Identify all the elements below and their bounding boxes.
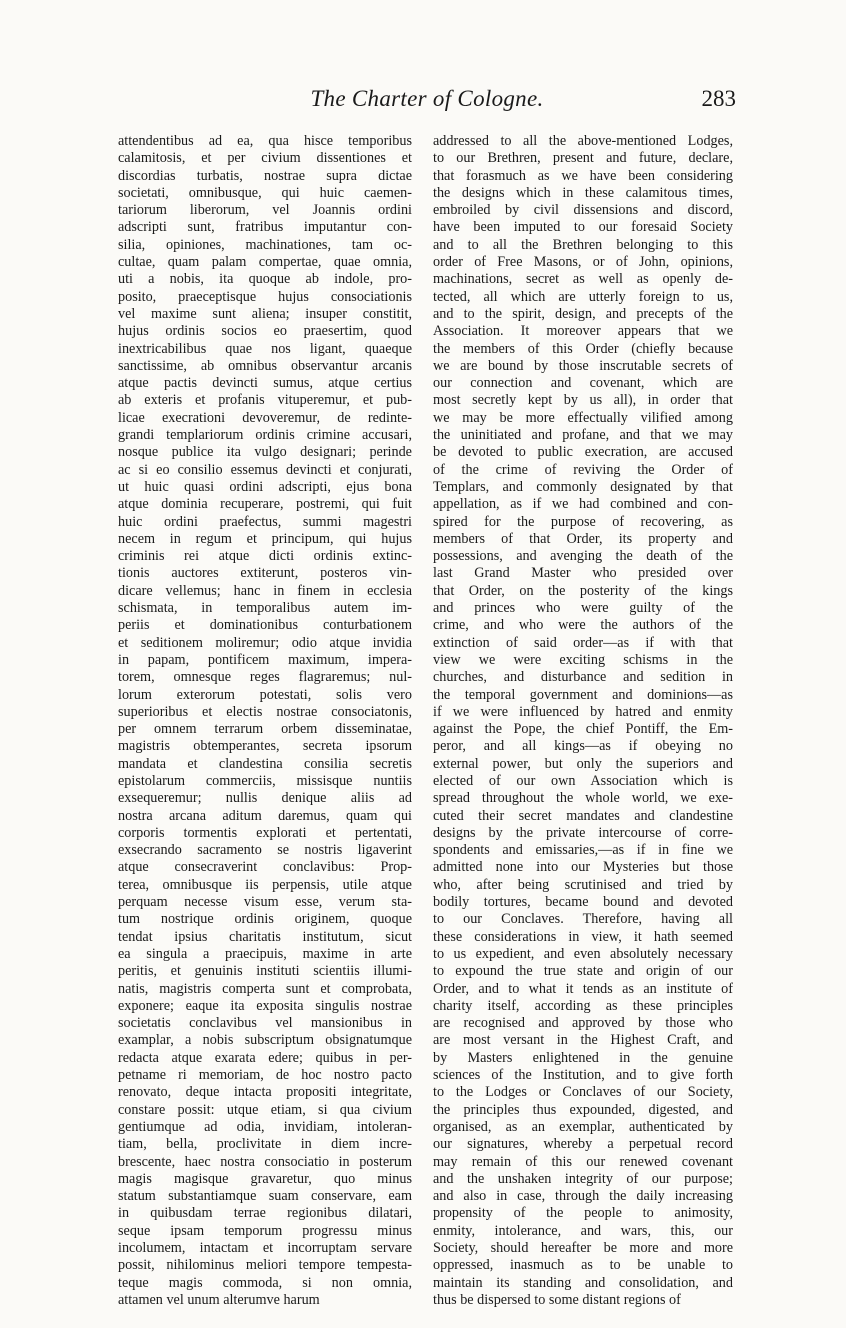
- text-line: uti a nobis, ita quoque ab indole, pro-: [118, 271, 412, 288]
- text-line: possessions, and avenging the death of the: [433, 548, 733, 565]
- text-line: spread throughout the whole world, we exe-: [433, 790, 733, 807]
- text-line: and also in case, through the daily increasing: [433, 1188, 733, 1205]
- text-line: charity itself, according as these principles: [433, 997, 733, 1014]
- text-line: redacta atque exarata edere; quibus in per-: [118, 1049, 412, 1066]
- page-header: [118, 86, 736, 116]
- text-line: to our Conclaves. Therefore, having all: [433, 911, 733, 928]
- text-line: examplar, a nobis subscriptum obsignatumque: [118, 1032, 412, 1049]
- text-line: dicare vellemus; hanc in finem in ecclesia: [118, 582, 412, 599]
- text-line: terea, omnibusque iis perpensis, utile atque: [118, 876, 412, 893]
- text-line: exsequeremur; nullis denique aliis ad: [118, 790, 412, 807]
- text-line: maintain its standing and consolidation, and: [433, 1274, 733, 1291]
- text-line: brescente, haec nostra consociatio in posterum: [118, 1153, 412, 1170]
- page-number: 283: [701, 86, 736, 111]
- text-line: gentiumque ad odia, invidiam, intoleran-: [118, 1118, 412, 1135]
- text-line: sanctissime, ab omnibus observantur arcanis: [118, 357, 412, 374]
- text-line: churches, and disturbance and sedition in: [433, 669, 733, 686]
- text-line: if we were influenced by hatred and enmity: [433, 703, 733, 720]
- text-line: cultae, quam palam compertae, quae omnia,: [118, 254, 412, 271]
- text-line: the uninitiated and profane, and that we may: [433, 427, 733, 444]
- text-line: adscripti sunt, fratribus imputantur con-: [118, 219, 412, 236]
- text-line: atque consecraverint conclavibus: Prop-: [118, 859, 412, 876]
- text-line: licae execrationi devoveremur, de redinte-: [118, 409, 412, 426]
- text-line: organised, as an exemplar, authenticated by: [433, 1118, 733, 1135]
- text-line: mandata et clandestina consilia secretis: [118, 755, 412, 772]
- text-line: epistolarum commerciis, missisque nuntiis: [118, 772, 412, 789]
- text-line: be devoted to public execration, are accused: [433, 444, 733, 461]
- text-line: addressed to all the above-mentioned Lodges,: [433, 133, 733, 149]
- text-line: tariorum liberorum, vel Joannis ordini: [118, 202, 412, 219]
- text-line: tected, all which are utterly foreign to us,: [433, 288, 733, 305]
- text-line: periis et dominationibus conturbationem: [118, 617, 412, 634]
- text-line: against the Pope, the chief Pontiff, the Em-: [433, 721, 733, 738]
- text-line: to us expedient, and even absolutely necessary: [433, 945, 733, 962]
- text-line: exsecrando sacramento se nostris ligaverint: [118, 842, 412, 859]
- text-line: and princes who were guilty of the: [433, 600, 733, 617]
- text-line: our signatures, whereby a perpetual record: [433, 1136, 733, 1153]
- text-line: ut huic quasi ordini adscripti, ejus bona: [118, 478, 412, 495]
- text-line: by Masters enlightened in the genuine: [433, 1049, 733, 1066]
- text-line: appellation, as if we had combined and con-: [433, 496, 733, 513]
- text-line: sciences of the Institution, and to give forth: [433, 1067, 733, 1084]
- text-line: torem, omnesque reges flagraremus; nul-: [118, 669, 412, 686]
- text-line: necem in regum et principum, qui hujus: [118, 530, 412, 547]
- text-line: are most versant in the Highest Craft, and: [433, 1032, 733, 1049]
- text-line: magistris obtemperantes, secreta ipsorum: [118, 738, 412, 755]
- text-line: to the Lodges or Conclaves of our Society,: [433, 1084, 733, 1101]
- text-line: and the unshaken integrity of our purpose;: [433, 1170, 733, 1187]
- text-line: hujus ordinis socios eo praesertim, quod: [118, 323, 412, 340]
- text-line: bodily tortures, became bound and devoted: [433, 894, 733, 911]
- text-line: incolumem, intactam et incorruptam servare: [118, 1240, 412, 1256]
- text-line: schismata, in temporalibus autem im-: [118, 600, 412, 617]
- text-line: corporis tormentis explorati et pertentati,: [118, 824, 412, 841]
- text-line: extinction of said order—as if with that: [433, 634, 733, 651]
- text-line: petname ri memoriam, de hoc nostro pacto: [118, 1067, 412, 1084]
- text-line: societati, omnibusque, qui huic caemen-: [118, 184, 412, 201]
- text-line: in quibusdam terrae regionibus dilatari,: [118, 1205, 412, 1222]
- text-line: propensity of the people to animosity,: [433, 1205, 733, 1222]
- text-line: seque ipsam temporum progressu minus: [118, 1222, 412, 1239]
- text-line: members of that Order, its property and: [433, 530, 733, 547]
- text-line: Order, and to what it tends as an institute of: [433, 980, 733, 997]
- text-line: we are bound by those inscrutable secrets of: [433, 357, 733, 374]
- text-line: in papam, pontificem maximum, impera-: [118, 651, 412, 668]
- text-line: tum nostrique ordinis originem, quoque: [118, 911, 412, 928]
- text-line: may remain of this our renewed covenant: [433, 1153, 733, 1170]
- text-line: cuted their secret mandates and clandestine: [433, 807, 733, 824]
- text-line: are recognised and approved by those who: [433, 1015, 733, 1032]
- text-line: peritis, et genuinis instituti scientiis illumi-: [118, 963, 412, 980]
- text-line: silia, opiniones, machinationes, tam oc-: [118, 236, 412, 253]
- text-line: nosque publice ita vulgo designari; perinde: [118, 444, 412, 461]
- text-line: magis magisque gravaretur, quo minus: [118, 1170, 412, 1187]
- text-line: teque magis commoda, si non omnia,: [118, 1274, 412, 1291]
- text-line: we may be more effectually vilified among: [433, 409, 733, 426]
- text-line: per omnem terrarum orbem disseminatae,: [118, 721, 412, 738]
- text-line: renovato, deque intacta propositi integritate,: [118, 1084, 412, 1101]
- text-line: order of Free Masons, or of John, opinions,: [433, 254, 733, 271]
- text-line: possit, nihilominus meliori tempore tempesta-: [118, 1257, 412, 1274]
- text-line: machinations, secret as well as openly de-: [433, 271, 733, 288]
- text-line: atque pactis devincti sumus, atque certius: [118, 375, 412, 392]
- text-line: posito, praeceptisque hujus consociationis: [118, 288, 412, 305]
- running-title: The Charter of Cologne.: [310, 86, 544, 111]
- text-line: view we were exciting schisms in the: [433, 651, 733, 668]
- text-line: and to all the Brethren belonging to this: [433, 236, 733, 253]
- text-line: and to the spirit, design, and precepts of the: [433, 305, 733, 322]
- english-text-column: [433, 133, 733, 1309]
- text-line: most secretly kept by us all), in order that: [433, 392, 733, 409]
- text-line: the members of this Order (chiefly because: [433, 340, 733, 357]
- text-line: grandi templariorum ordinis crimine accusari,: [118, 427, 412, 444]
- text-line: ac si eo consilio essemus devincti et conjurati,: [118, 461, 412, 478]
- text-line: tionis auctores extiterunt, posteros vin-: [118, 565, 412, 582]
- text-line: nostra arcana aditum daremus, quam qui: [118, 807, 412, 824]
- text-line: tendat ipsius charitatis institutum, sicut: [118, 928, 412, 945]
- text-line: external power, but only the superiors and: [433, 755, 733, 772]
- text-line: ab exteris et profanis vituperemur, et pub-: [118, 392, 412, 409]
- text-line: calamitosis, et per civium dissentiones et: [118, 150, 412, 167]
- text-line: of the crime of reviving the Order of: [433, 461, 733, 478]
- text-line: spondents and emissaries,—as if in fine we: [433, 842, 733, 859]
- text-line: the designs which in these calamitous times,: [433, 184, 733, 201]
- text-line: crime, and who were the authors of the: [433, 617, 733, 634]
- text-line: the temporal government and dominions—as: [433, 686, 733, 703]
- text-line: who, after being scrutinised and tried by: [433, 876, 733, 893]
- text-line: lorum exterorum potestati, solis vero: [118, 686, 412, 703]
- text-line: to expound the true state and origin of our: [433, 963, 733, 980]
- text-line: vel maxime sunt aliena; insuper constitit,: [118, 305, 412, 322]
- text-line: Society, should hereafter be more and more: [433, 1240, 733, 1256]
- text-line: Association. It moreover appears that we: [433, 323, 733, 340]
- text-line: to our Brethren, present and future, declare,: [433, 150, 733, 167]
- text-line: discordias turbatis, nostrae supra dictae: [118, 167, 412, 184]
- text-line: criminis rei atque dicti ordinis extinc-: [118, 548, 412, 565]
- text-line: designs by the private intercourse of corre-: [433, 824, 733, 841]
- text-line: spired for the purpose of recovering, as: [433, 513, 733, 530]
- text-line: last Grand Master who presided over: [433, 565, 733, 582]
- text-line: perquam necesse visum esse, verum sta-: [118, 894, 412, 911]
- text-line: these considerations in view, it hath seemed: [433, 928, 733, 945]
- latin-text-column: [118, 133, 412, 1309]
- text-line: atque dominia recuperare, postremi, qui fuit: [118, 496, 412, 513]
- text-line: huic ordini praefectus, summi magestri: [118, 513, 412, 530]
- text-line: enmity, intolerance, and wars, this, our: [433, 1222, 733, 1239]
- text-line: admitted none into our Mysteries but those: [433, 859, 733, 876]
- text-line: statum substantiamque suam conservare, eam: [118, 1188, 412, 1205]
- text-line: natis, magistris comperta sunt et comprobata,: [118, 980, 412, 997]
- text-line: embroiled by civil dissensions and discord,: [433, 202, 733, 219]
- text-line: oppressed, inasmuch as to be unable to: [433, 1257, 733, 1274]
- text-line: Templars, and commonly designated by that: [433, 478, 733, 495]
- text-line: tiam, bella, proclivitate in diem incre-: [118, 1136, 412, 1153]
- text-line: exponere; eaque ita exposita singulis nostrae: [118, 997, 412, 1014]
- text-line: that Order, on the posterity of the kings: [433, 582, 733, 599]
- text-line: thus be dispersed to some distant regions of: [433, 1291, 681, 1308]
- text-line: our connection and covenant, which are: [433, 375, 733, 392]
- text-line: societatis conclavibus vel mansionibus in: [118, 1015, 412, 1032]
- text-line: attendentibus ad ea, qua hisce temporibus: [118, 133, 412, 149]
- text-line: et seditionem moliremur; odio atque invidia: [118, 634, 412, 651]
- text-line: peror, and all kings—as if obeying no: [433, 738, 733, 755]
- text-line: that forasmuch as we have been considering: [433, 167, 733, 184]
- text-line: constare possit: utque etiam, si qua civium: [118, 1101, 412, 1118]
- text-line: the principles thus expounded, digested, and: [433, 1101, 733, 1118]
- text-line: have been imputed to our foresaid Society: [433, 219, 733, 236]
- text-line: superioribus et electis nostrae consociatonis,: [118, 703, 412, 720]
- text-line: elected of our own Association which is: [433, 772, 733, 789]
- text-line: ea singula a praecipuis, maxime in arte: [118, 945, 412, 962]
- text-line: attamen vel unum alterumve harum: [118, 1291, 320, 1308]
- text-line: inextricabilibus quae nos ligant, quaeque: [118, 340, 412, 357]
